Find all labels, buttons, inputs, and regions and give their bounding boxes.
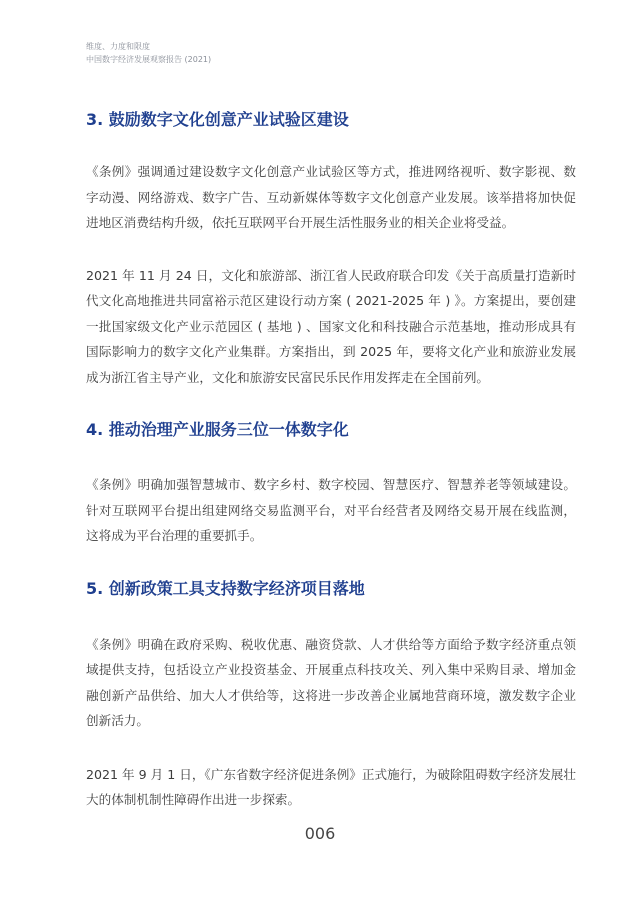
section-3-heading: 3. 鼓励数字文化创意产业试验区建设: [86, 110, 349, 129]
section-3-paragraph-2: 2021 年 11 月 24 日，文化和旅游部、浙江省人民政府联合印发《关于高质量打造新时代文化高地推进共同富裕示范区建设行动方案 ( 2021-2025 年 ) 》。方案提出，要创建一批国家级文化产业示范园区 ( 基地 ) 、国家文化和科技融合示范基地，推动形成具有国际影响力的数字文化产业集群。方案指出，到 2025 年，要将文化产业和旅游业发展成为浙江省主导产业，文化和旅游安民富民乐民作用发挥走在全国前列。: [86, 267, 576, 385]
section-4-heading: 4. 推动治理产业服务三位一体数字化: [86, 420, 349, 439]
page-body: [86, 108, 576, 813]
section-3-paragraph-1: 《条例》强调通过建设数字文化创意产业试验区等方式，推进网络视听、数字影视、数字动漫、网络游戏、数字广告、互动新媒体等数字文化创意产业发展。该举措将加快促进地区消费结构升级，依托互联网平台开展生活性服务业的相关企业将受益。: [86, 164, 576, 230]
section-5-paragraph-1: 《条例》明确在政府采购、税收优惠、融资贷款、人才供给等方面给予数字经济重点领域提供支持，包括设立产业投资基金、开展重点科技攻关、列入集中采购目录、增加金融创新产品供给、加大人才供给等，这将进一步改善企业属地营商环境，激发数字企业创新活力。: [86, 636, 576, 728]
running-header: [86, 40, 211, 66]
page-number: 006: [304, 824, 336, 843]
section-5-heading: 5. 创新政策工具支持数字经济项目落地: [86, 578, 365, 598]
header-subtitle: 维度、力度和限度: [86, 42, 150, 51]
header-report-title: 中国数字经济发展观察报告 (2021): [86, 55, 212, 64]
section-5-paragraph-2: 2021 年 9 月 1 日，《广东省数字经济促进条例》正式施行，为破除阻碍数字经济发展壮大的体制机制性障碍作出进一步探索。: [86, 766, 576, 807]
section-4-paragraph-1: 《条例》明确加强智慧城市、数字乡村、数字校园、智慧医疗、智慧养老等领域建设。针对互联网平台提出组建网络交易监测平台，对平台经营者及网络交易开展在线监测，这将成为平台治理的重要抓手。: [86, 477, 576, 543]
